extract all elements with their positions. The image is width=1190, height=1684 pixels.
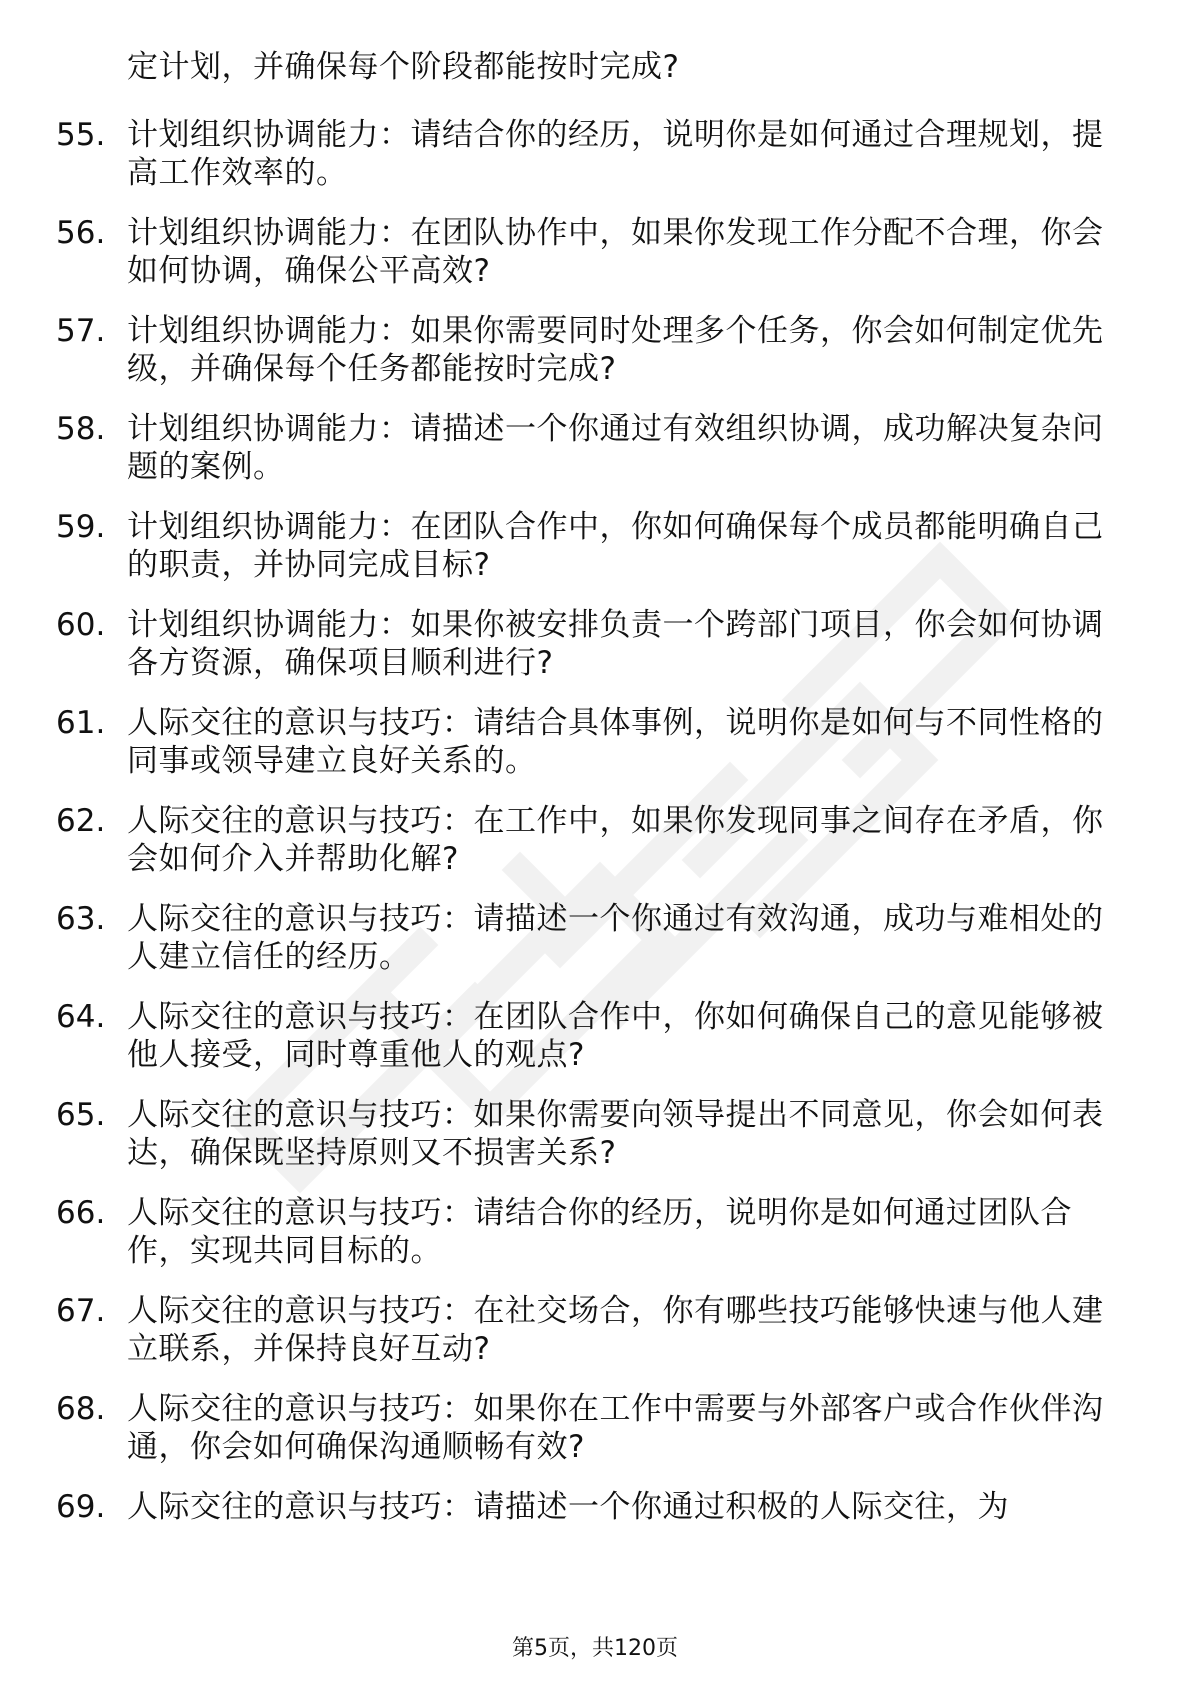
question-item: [0, 704, 1190, 802]
question-number: 58.: [56, 411, 106, 447]
question-text: 计划组织协调能力：在团队合作中，你如何确保每个成员都能明确自己的职责，并协同完成目标?: [127, 509, 1104, 583]
question-number: 59.: [56, 509, 106, 545]
question-text: 人际交往的意识与技巧：请结合具体事例，说明你是如何与不同性格的同事或领导建立良好关系的。: [127, 705, 1104, 779]
question-text: 人际交往的意识与技巧：请结合你的经历，说明你是如何通过团队合作，实现共同目标的。: [127, 1195, 1072, 1269]
question-number: 61.: [56, 705, 106, 741]
question-number: 56.: [56, 215, 106, 251]
question-number: 57.: [56, 313, 106, 349]
question-text: 计划组织协调能力：在团队协作中，如果你发现工作分配不合理，你会如何协调，确保公平高效?: [127, 215, 1104, 289]
question-item: [0, 1390, 1190, 1488]
question-number: 69.: [56, 1489, 106, 1525]
question-text: 人际交往的意识与技巧：在社交场合，你有哪些技巧能够快速与他人建立联系，并保持良好互动?: [127, 1293, 1104, 1367]
question-text: 计划组织协调能力：请结合你的经历，说明你是如何通过合理规划，提高工作效率的。: [127, 117, 1104, 191]
question-item: [0, 1292, 1190, 1390]
question-item: [0, 1096, 1190, 1194]
question-number: 55.: [56, 117, 106, 153]
question-number: 62.: [56, 803, 106, 839]
question-number: 66.: [56, 1195, 106, 1231]
question-text: 计划组织协调能力：请描述一个你通过有效组织协调，成功解决复杂问题的案例。: [127, 411, 1104, 485]
question-item: [0, 900, 1190, 998]
continuation-text: 定计划，并确保每个阶段都能按时完成?: [127, 49, 680, 85]
question-item: [0, 1488, 1190, 1586]
question-number: 68.: [56, 1391, 106, 1427]
question-item: [0, 606, 1190, 704]
question-text: 人际交往的意识与技巧：如果你在工作中需要与外部客户或合作伙伴沟通，你会如何确保沟通顺畅有效?: [127, 1391, 1104, 1465]
question-item: [0, 998, 1190, 1096]
question-item: [0, 312, 1190, 410]
question-text: 人际交往的意识与技巧：在工作中，如果你发现同事之间存在矛盾，你会如何介入并帮助化解?: [127, 803, 1104, 877]
question-text: 人际交往的意识与技巧：请描述一个你通过积极的人际交往，为: [127, 1489, 1009, 1525]
question-text: 计划组织协调能力：如果你需要同时处理多个任务，你会如何制定优先级，并确保每个任务都能按时完成?: [127, 313, 1104, 387]
question-item: [0, 214, 1190, 312]
question-text: 人际交往的意识与技巧：如果你需要向领导提出不同意见，你会如何表达，确保既坚持原则又不损害关系?: [127, 1097, 1104, 1171]
question-item: [0, 802, 1190, 900]
question-item: [0, 410, 1190, 508]
question-number: 63.: [56, 901, 106, 937]
question-list: [0, 116, 1190, 1586]
page-footer: 第5页，共120页: [512, 1636, 678, 1661]
question-number: 67.: [56, 1293, 106, 1329]
question-text: 计划组织协调能力：如果你被安排负责一个跨部门项目，你会如何协调各方资源，确保项目顺利进行?: [127, 607, 1104, 681]
question-number: 65.: [56, 1097, 106, 1133]
question-text: 人际交往的意识与技巧：请描述一个你通过有效沟通，成功与难相处的人建立信任的经历。: [127, 901, 1104, 975]
question-item: [0, 116, 1190, 214]
question-number: 64.: [56, 999, 106, 1035]
question-item: [0, 1194, 1190, 1292]
question-item: [0, 508, 1190, 606]
question-text: 人际交往的意识与技巧：在团队合作中，你如何确保自己的意见能够被他人接受，同时尊重他人的观点?: [127, 999, 1104, 1073]
question-number: 60.: [56, 607, 106, 643]
